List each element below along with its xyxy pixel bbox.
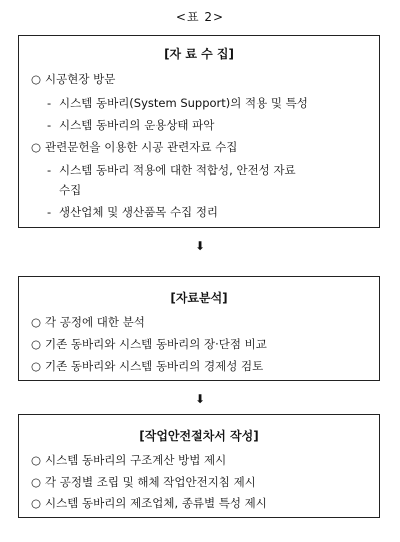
list-item: ○ 기존 동바리와 시스템 동바리의 장·단점 비교 xyxy=(31,337,267,351)
data-analysis-title: [자료분석] xyxy=(170,291,228,305)
bullet-icon: ○ xyxy=(31,475,42,489)
data-collection-title: [자 료 수 집] xyxy=(164,47,234,61)
bullet-icon: ○ xyxy=(31,140,42,154)
sub-list-item: - 생산업체 및 생산품목 수집 정리 xyxy=(47,205,219,219)
dash-icon: - xyxy=(47,163,52,177)
sub-list-item: - 시스템 동바리(System Support)의 적용 및 특성 xyxy=(47,96,308,110)
down-arrow-icon: ⬇ xyxy=(194,239,206,253)
list-item: ○ 관련문헌을 이용한 시공 관련자료 수집 xyxy=(31,140,238,154)
table-caption: <표 2> xyxy=(175,10,225,24)
sub-list-item: - 시스템 동바리 적용에 대한 적합성, 안전성 자료 xyxy=(47,163,296,177)
dash-icon: - xyxy=(47,96,52,110)
down-arrow-icon: ⬇ xyxy=(194,392,206,406)
bullet-icon: ○ xyxy=(31,72,42,86)
dash-icon: - xyxy=(47,118,52,132)
safety-procedure-box xyxy=(18,414,380,518)
bullet-icon: ○ xyxy=(31,453,42,467)
list-item: ○ 시공현장 방문 xyxy=(31,72,116,86)
bullet-icon: ○ xyxy=(31,359,42,373)
list-item: ○ 각 공정별 조립 및 해체 작업안전지침 제시 xyxy=(31,475,256,489)
list-item: ○ 시스템 동바리의 제조업체, 종류별 특성 제시 xyxy=(31,496,267,510)
list-item: ○ 각 공정에 대한 분석 xyxy=(31,315,145,329)
bullet-icon: ○ xyxy=(31,315,42,329)
bullet-icon: ○ xyxy=(31,496,42,510)
bullet-icon: ○ xyxy=(31,337,42,351)
data-analysis-box xyxy=(18,276,380,381)
sub-list-item: - 시스템 동바리의 운용상태 파악 xyxy=(47,118,215,132)
sub-list-item-continuation: 수집 xyxy=(59,183,82,197)
dash-icon: - xyxy=(47,205,52,219)
safety-procedure-title: [작업안전절차서 작성] xyxy=(139,429,259,443)
list-item: ○ 시스템 동바리의 구조계산 방법 제시 xyxy=(31,453,227,467)
data-collection-box xyxy=(18,35,380,228)
list-item: ○ 기존 동바리와 시스템 동바리의 경제성 검토 xyxy=(31,359,264,373)
